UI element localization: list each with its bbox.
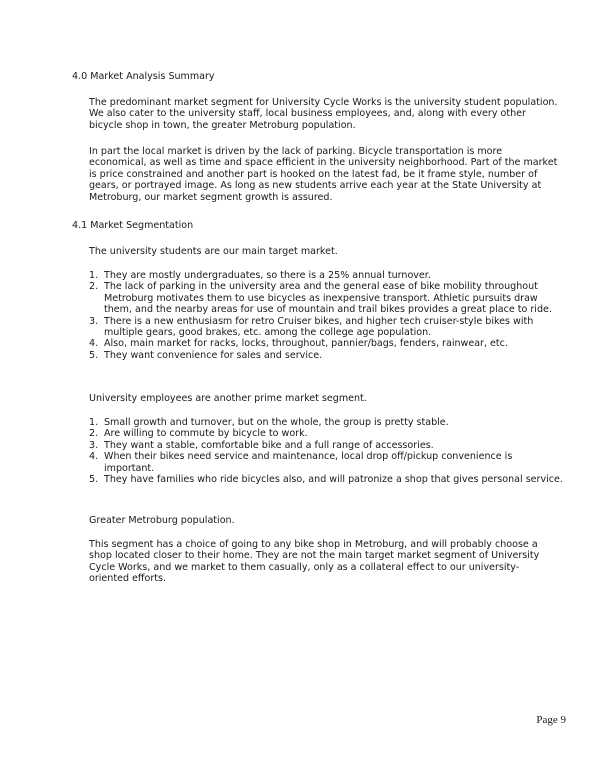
heading-4-0: 4.0 Market Analysis Summary xyxy=(72,71,215,82)
list-number: 5. xyxy=(89,474,99,486)
students-intro: The university students are our main target market. xyxy=(89,246,338,257)
list-item xyxy=(89,338,564,349)
list-text: They have families who ride bicycles also, and will patronize a shop that gives personal service. xyxy=(104,474,563,486)
list-text: They want convenience for sales and service. xyxy=(104,349,323,361)
list-text: Also, main market for racks, locks, throughout, pannier/bags, fenders, rainwear, etc. xyxy=(104,338,508,350)
employees-list xyxy=(89,417,564,485)
list-number: 4. xyxy=(89,451,99,463)
summary-paragraph-1: The predominant market segment for University Cycle Works is the university student population. We also cater to the university staff, local business employees, and, along with every other bicycle shop in town, the greater Metroburg population. xyxy=(89,97,558,131)
list-item xyxy=(89,350,564,361)
page-number: Page 9 xyxy=(536,714,566,726)
list-text: The lack of parking in the university area and the general ease of bike mobility throughout Metroburg motivates them to use bicycles as inexpensive transport. Athletic pursuits draw them, and the nearby areas for use of mountain and trail bikes provides a great place to ride. xyxy=(104,281,552,316)
summary-paragraph-2: In part the local market is driven by the lack of parking. Bicycle transportation is more economical, as well as time and space efficient in the university neighborhood. Part of the market is price constrained and another part is hooked on the latest fad, be it frame style, number of gears, or portrayed image. As long as new students arrive each year at the State University at Metroburg, our market segment growth is assured. xyxy=(89,146,558,203)
list-number: 2. xyxy=(89,428,99,440)
list-text: Small growth and turnover, but on the whole, the group is pretty stable. xyxy=(104,417,449,428)
list-item xyxy=(89,281,564,315)
list-number: 1. xyxy=(89,270,99,281)
heading-4-1: 4.1 Market Segmentation xyxy=(72,220,194,231)
list-number: 3. xyxy=(89,315,99,327)
list-text: They want a stable, comfortable bike and a full range of accessories. xyxy=(104,439,434,451)
list-item xyxy=(89,451,564,474)
list-text: They are mostly undergraduates, so there is a 25% annual turnover. xyxy=(104,270,431,281)
metroburg-intro: Greater Metroburg population. xyxy=(89,515,235,526)
list-item xyxy=(89,417,564,428)
list-number: 4. xyxy=(89,338,99,350)
list-text: There is a new enthusiasm for retro Cruiser bikes, and higher tech cruiser-style bikes with multiple gears, good brakes, etc. among the college age population. xyxy=(104,315,534,339)
metroburg-paragraph: This segment has a choice of going to any bike shop in Metroburg, and will probably choose a shop located closer to their home. They are not the main target market segment of University Cycle Works, and we market to them casually, only as a collateral effect to our university-oriented efforts. xyxy=(89,539,540,585)
list-item xyxy=(89,270,564,281)
list-item xyxy=(89,440,564,451)
list-text: Are willing to commute by bicycle to work. xyxy=(104,428,308,440)
list-number: 5. xyxy=(89,349,99,361)
list-text: When their bikes need service and maintenance, local drop off/pickup convenience is important. xyxy=(104,451,513,474)
list-item xyxy=(89,428,564,439)
list-number: 3. xyxy=(89,439,99,451)
list-number: 2. xyxy=(89,281,99,293)
employees-intro: University employees are another prime market segment. xyxy=(89,393,367,404)
list-item xyxy=(89,316,564,339)
list-item xyxy=(89,474,564,485)
list-number: 1. xyxy=(89,417,99,428)
students-list xyxy=(89,270,564,361)
